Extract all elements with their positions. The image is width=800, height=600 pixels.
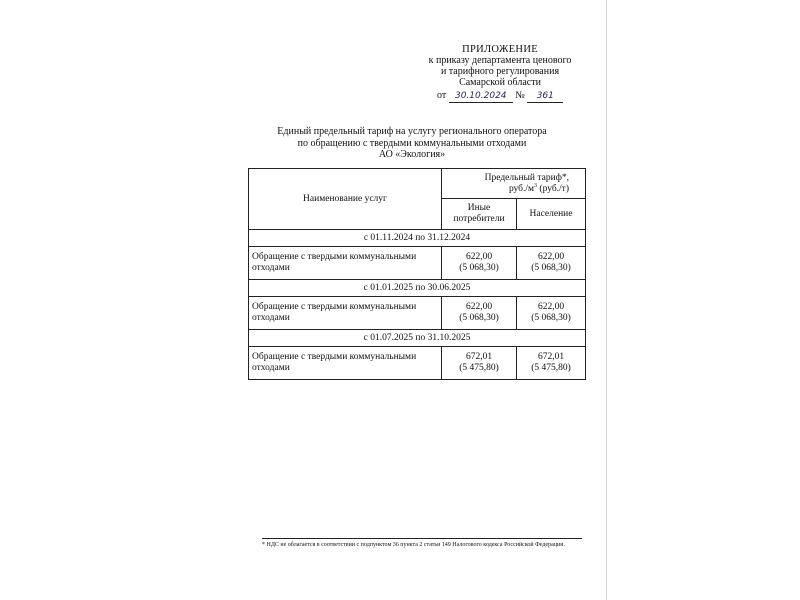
header-tariff-cell	[442, 169, 586, 199]
handwritten-date: 30.10.2024	[449, 91, 513, 103]
order-date-number	[437, 90, 563, 103]
service-line-1: Обращение с твердыми коммунальными	[252, 252, 417, 262]
period-cell: с 01.07.2025 по 31.10.2025	[249, 330, 586, 347]
service-cell	[249, 347, 442, 380]
page-edge	[606, 0, 607, 600]
footnote: * НДС не облагается в соответствии с подпунктом 36 пункта 2 статьи 149 Налогового кодекса Российской Федерации.	[262, 542, 565, 548]
other-value-t: (5 475,80)	[459, 363, 499, 373]
period-cell: с 01.11.2024 по 31.12.2024	[249, 230, 586, 247]
period-row	[249, 230, 586, 247]
other-value-cell	[442, 297, 517, 330]
header-population-cell	[517, 199, 586, 230]
population-value-t: (5 475,80)	[531, 363, 571, 373]
population-value-t: (5 068,30)	[531, 313, 571, 323]
population-value-cell	[517, 347, 586, 380]
appendix-line-2: и тарифного регулирования	[440, 66, 560, 77]
other-value-t: (5 068,30)	[459, 313, 499, 323]
period-row	[249, 280, 586, 297]
other-value-cell	[442, 247, 517, 280]
header-service-cell	[249, 169, 442, 230]
period-row	[249, 330, 586, 347]
service-line-1: Обращение с твердыми коммунальными	[252, 302, 417, 312]
document-title-line-2: по обращению с твердыми коммунальными отходами	[297, 137, 527, 149]
service-line-2: отходами	[252, 363, 290, 373]
header-service: Наименование услуг	[303, 193, 387, 204]
handwritten-number: 361	[527, 91, 563, 103]
document-title-line-3: АО «Экология»	[378, 149, 446, 160]
footnote-divider	[262, 538, 582, 539]
document-title	[262, 126, 562, 161]
service-line-2: отходами	[252, 263, 290, 273]
header-other-cell	[442, 199, 517, 230]
population-value-m3: 622,00	[537, 252, 565, 262]
table-row	[249, 247, 586, 280]
population-value-m3: 622,00	[537, 302, 565, 312]
other-value-m3: 622,00	[465, 252, 493, 262]
appendix-line-1: к приказу департамента ценового	[428, 55, 572, 66]
number-prefix: №	[515, 90, 525, 101]
date-prefix: от	[437, 90, 447, 101]
header-tariff-unit: руб./м	[508, 183, 535, 194]
other-value-t: (5 068,30)	[459, 263, 499, 273]
other-value-m3: 622,00	[465, 302, 493, 312]
population-value-m3: 672,01	[537, 352, 565, 362]
document-title-line-1: Единый предельный тариф на услугу регионального оператора	[277, 126, 547, 137]
header-other-line-2: потребители	[453, 214, 505, 224]
other-value-cell	[442, 347, 517, 380]
header-tariff-sup: 3	[534, 182, 538, 189]
population-value-t: (5 068,30)	[531, 263, 571, 273]
tariff-table	[248, 168, 586, 380]
appendix-title: ПРИЛОЖЕНИЕ	[462, 44, 538, 55]
appendix-block	[400, 44, 600, 88]
table-row	[249, 297, 586, 330]
period-cell: с 01.01.2025 по 30.06.2025	[249, 280, 586, 297]
table-header-row	[249, 169, 586, 199]
header-other-line-1: Иные	[467, 203, 491, 213]
header-tariff-unit-t: (руб./т)	[537, 183, 569, 194]
header-tariff-line-2	[445, 184, 569, 195]
service-cell	[249, 247, 442, 280]
other-value-m3: 672,01	[465, 352, 493, 362]
service-line-1: Обращение с твердыми коммунальными	[252, 352, 417, 362]
table-row	[249, 347, 586, 380]
header-tariff-line-1: Предельный тариф*,	[484, 172, 569, 183]
header-population: Население	[529, 208, 573, 219]
service-cell	[249, 297, 442, 330]
service-line-2: отходами	[252, 313, 290, 323]
population-value-cell	[517, 247, 586, 280]
population-value-cell	[517, 297, 586, 330]
appendix-line-3: Самарской области	[459, 77, 541, 88]
